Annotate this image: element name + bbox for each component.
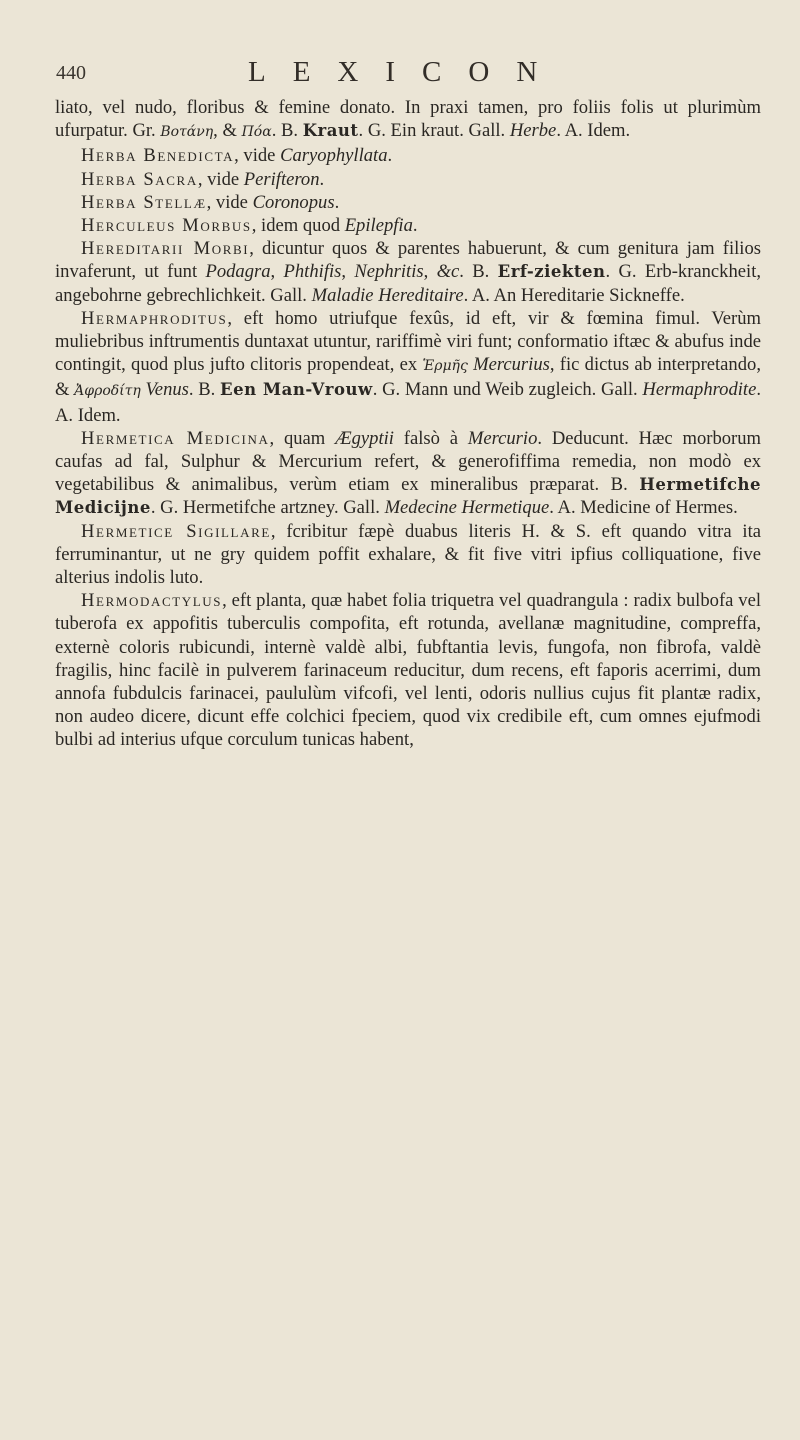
entry-text: . A. Idem. [55, 379, 762, 426]
italic-term: Nephritis [354, 261, 424, 283]
italic-term: Epilepfia [344, 215, 413, 237]
italic-term: Mercurius [473, 354, 550, 376]
entry-text: , quam [269, 427, 336, 449]
headword: Herba Sacra [81, 168, 198, 190]
greek-term: Βοτάνη [160, 124, 214, 141]
entry-text: falsò à [393, 427, 468, 449]
entry-text: . B. [271, 120, 303, 142]
entry-text: . G. Hermetifche artzney. Gall. [150, 497, 385, 519]
entry-text: , idem quod [251, 215, 345, 237]
headword: Herba Stellæ [81, 191, 207, 213]
italic-term: Mercurio [467, 427, 538, 449]
entry-text: , & [213, 120, 242, 142]
headword: Hermetice Sigillare [81, 520, 271, 542]
headword: Hermodactylus [81, 590, 223, 612]
italic-term: Ægyptii [335, 427, 394, 449]
entry-continued [55, 96, 761, 144]
entry-text: , fcribitur fæpè duabus literis H. & S. eft quando vitra ita ferruminantur, ut ne gry quidem poffit exhalare, & fit five vitri ipfius colliquatione, five alterius indolis luto. [55, 520, 761, 589]
entry-text: , [423, 261, 437, 283]
running-head: LEXICON [248, 56, 565, 88]
entry-text: , dicuntur quos & parentes habuerunt, & cum genitura jam filios invaferunt, ut funt [55, 238, 761, 283]
entry-text: . A. Medicine of Hermes. [549, 497, 738, 519]
headword: Hereditarii Morbi [81, 238, 250, 260]
italic-term: Herbe [509, 120, 557, 142]
entry-text: . A. An Hereditarie Sickneffe. [463, 284, 685, 306]
entry-text: . B. [459, 261, 498, 283]
italic-term: Venus [145, 379, 189, 401]
headword: Herculeus Morbus [81, 215, 252, 237]
dutch-gothic-term: Erf-ziekten [497, 262, 606, 282]
page-number: 440 [56, 62, 86, 84]
dictionary-entry [55, 214, 761, 237]
entry-text: . [412, 215, 418, 237]
dictionary-entry [55, 307, 761, 427]
greek-term: Ἑρμῆς [422, 358, 468, 375]
dictionary-body [55, 96, 761, 752]
entry-text: . A. Idem. [556, 120, 631, 142]
italic-term: Coronopus [252, 191, 335, 213]
greek-term: Πόα [241, 124, 272, 141]
entry-text: , vide [206, 191, 253, 213]
dictionary-entry [55, 144, 761, 167]
dictionary-entry [55, 237, 761, 307]
entry-text: . G. Mann und Weib zugleich. Gall. [372, 379, 643, 401]
italic-term: &c [436, 261, 460, 283]
headword: Herba Benedicta [81, 145, 235, 167]
entry-text: . Deducunt. Hæc morborum caufas ad fal, Sulphur & Mercurium refert, & generofiffima remedia, non modò ex vegetabilibus & animalibus, verùm etiam ex mineralibus præparat. B. [55, 427, 761, 496]
dutch-gothic-term: Een Man-Vrouw [220, 380, 373, 400]
dutch-gothic-term: Hermetifche Medicijne [55, 475, 761, 518]
headword: Hermetica Medicina [81, 427, 270, 449]
dutch-gothic-term: Kraut [302, 121, 359, 141]
entry-text: , vide [234, 145, 281, 167]
entry-text: , [270, 261, 284, 283]
entry-text: , fic dictus ab interpretando, & [55, 354, 761, 401]
entry-text: , eft homo utriufque fexûs, id eft, vir & fœmina fimul. Verùm muliebribus inftrumentis duntaxat utuntur, rariffimè viri funt; conformatio iftæc & abufus inde contingit, quod plus jufto clitoris propendeat, ex [55, 307, 761, 376]
headword: Hermaphroditus [81, 307, 228, 329]
entry-text: . B. [188, 379, 221, 401]
dictionary-entry [55, 191, 761, 214]
italic-term: Podagra [205, 261, 271, 283]
greek-term: Ἀφροδίτη [74, 383, 141, 400]
entry-text: . G. Erb-kranckheit, angebohrne gebrechlichkeit. Gall. [55, 261, 762, 306]
entry-text: , eft planta, quæ habet folia triquetra vel quadrangula : radix bulbofa vel tuberofa ex appofitis tuberculis compofita, eft rotunda, avellanæ magnitudine, compreffa, externè coloris rubicundi, internè valdè albi, fubftantia levis, fungofa, non fibrofa, valdè fragilis, hinc facilè in pulverem farinaceum reducitur, dum recens, eft faporis acerrimi, dum annofa fubdulcis farinacei, paululùm vifcofi, vel lenti, odoris nullius cujus fit plantæ radix, non audeo dicere, dicunt effe colchici fpeciem, quod vix credibile eft, cum omnes ejufmodi bulbi ad interius ufque corculum tunicas habent, [55, 590, 761, 751]
entry-text: . [334, 191, 340, 213]
entry-text: liato, vel nudo, floribus & femine donato. In praxi tamen, pro foliis folis ut plurimùm ufurpatur. Gr. [55, 97, 761, 142]
entry-text: , vide [197, 168, 244, 190]
entry-text: . G. Ein kraut. Gall. [358, 120, 510, 142]
italic-term: Perifteron [243, 168, 320, 190]
dictionary-entry [55, 427, 761, 520]
italic-term: Maladie Hereditaire [311, 284, 464, 306]
italic-term: Phthifis [283, 261, 342, 283]
italic-term: Hermaphrodite [642, 379, 757, 401]
page-header [0, 56, 800, 96]
entry-text: . [319, 168, 325, 190]
entry-text: . [387, 145, 393, 167]
dictionary-entry [55, 168, 761, 191]
italic-term: Medecine Hermetique [384, 497, 550, 519]
dictionary-entry [55, 520, 761, 590]
entry-text: , [341, 261, 355, 283]
dictionary-entry [55, 589, 761, 751]
italic-term: Caryophyllata [280, 145, 388, 167]
